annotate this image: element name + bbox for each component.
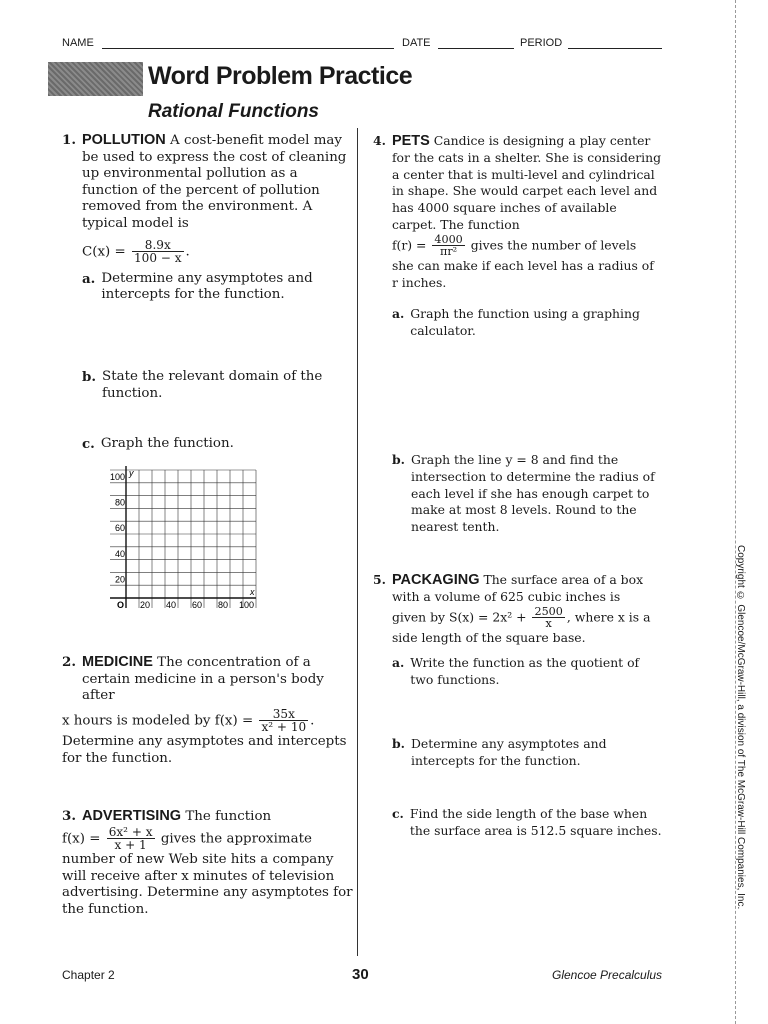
- part-a-text: Determine any asymptotes and intercepts for the function.: [101, 270, 313, 303]
- y-tick-label: 60: [114, 523, 125, 534]
- period-field[interactable]: [568, 48, 662, 49]
- column-divider: [357, 128, 358, 956]
- footer-book: Glencoe Precalculus: [552, 968, 663, 982]
- y-tick-label: 40: [114, 548, 125, 559]
- problem-4-part-b: b. Graph the line y = 8 and find the intersection to determine the radius of each level if she has enough carpet to make at most 8 levels. Round to the nearest tenth.: [392, 452, 655, 535]
- y-axis-label: y: [129, 468, 134, 478]
- problem-text: A cost-benefit model may be used to express the cost of cleaning up environmental pollution as a function of the percent of pollution removed from the environment. A typical model is: [81, 133, 347, 231]
- x-tick-label: 20: [139, 600, 150, 610]
- problem-5: 5. PACKAGING The surface area of a box with a volume of 625 cubic inches is given by S(x) = 2x² + $\frac{2500}{x}$ , where x is a side length of the square base. a. Write the function as the quotient of two functions.: [373, 572, 663, 688]
- problem-keyword: ADVERTISING: [81, 808, 182, 824]
- formula-lhs: C(x) =: [81, 244, 126, 260]
- origin-label: O: [116, 600, 124, 610]
- formula-fraction: $\frac{\text{6x² + x}}{x + 1}$: [108, 824, 153, 853]
- name-label: NAME: [62, 37, 94, 49]
- formula-fraction: $\frac{8.9x}{100 - x}$: [133, 237, 182, 266]
- x-tick-label: 60: [191, 600, 202, 610]
- date-label: DATE: [402, 37, 431, 49]
- problem-1-part-b: b. State the relevant domain of the function.: [82, 369, 323, 401]
- formula-fraction: $\frac{2500}{x}$: [534, 604, 563, 631]
- problem-4: 4. PETS Candice is designing a play center for the cats in a shelter. She is considering a center that is multi-level and cylindrical in shape. She would carpet each level and has 4000 square inches of available carpet. The function f(r) = $\frac{4000}{\text{πr²}}$ gives the number of levels she can make if each level has a radius of r inches. a. Graph the function using a graphing calculator.: [373, 133, 662, 338]
- formula-fraction: $\frac{4000}{\text{πr²}}$: [434, 232, 463, 259]
- name-field[interactable]: [102, 48, 394, 49]
- page-title: Word Problem Practice: [148, 62, 413, 90]
- graph-grid: [108, 466, 260, 612]
- problem-keyword: POLLUTION: [81, 132, 166, 148]
- x-tick-label: 40: [165, 600, 176, 610]
- page-number: 30: [352, 966, 369, 983]
- problem-5-part-a: a. Write the function as the quotient of two functions.: [391, 654, 640, 687]
- problem-3: 3. ADVERTISING The function f(x) = $\frac{\text{6x² + x}}{x + 1}$ gives the approximate number of new Web site hits a company will receive after x minutes of television advertising. Determine any asymptotes for the function.: [62, 808, 353, 917]
- copyright-notice: Copyright © Glencoe/McGraw-Hill, a division of The McGraw-Hill Companies, Inc.: [735, 545, 746, 910]
- y-tick-label: 80: [114, 497, 125, 508]
- lesson-banner: [48, 62, 143, 96]
- page-subtitle: Rational Functions: [148, 101, 319, 122]
- period-label: PERIOD: [520, 37, 563, 49]
- problem-1-part-c: c. Graph the function.: [82, 436, 234, 452]
- problem-5-part-c: c. Find the side length of the base when the surface area is 512.5 square inches.: [392, 806, 662, 838]
- footer-chapter: Chapter 2: [62, 968, 115, 982]
- x-tick-label: 100: [238, 600, 254, 610]
- formula-fraction: $\frac{35x}{\text{x² + 10}}$: [261, 706, 307, 735]
- x-tick-label: 80: [217, 600, 228, 610]
- y-tick-label: 100: [109, 472, 125, 482]
- problem-keyword: MEDICINE: [81, 654, 153, 670]
- problem-number: 1.: [62, 132, 76, 148]
- date-field[interactable]: [438, 48, 514, 49]
- problem-5-part-b: b. Determine any asymptotes and intercepts for the function.: [392, 736, 607, 768]
- problem-2: 2. MEDICINE The concentration of a certain medicine in a person's body after x hours is modeled by f(x) = $\frac{35x}{\text{x² + 10}}$ . Determine any asymptotes and intercepts for the function.: [62, 654, 347, 766]
- problem-keyword: PACKAGING: [391, 572, 480, 588]
- x-axis-label: x: [250, 587, 255, 597]
- y-tick-label: 20: [114, 574, 125, 585]
- problem-keyword: PETS: [391, 133, 430, 149]
- problem-1: 1. POLLUTION A cost-benefit model may be used to express the cost of cleaning up environmental pollution as a function of the percent of pollution removed from the environment. A typical model is C(x) = $\frac{8.9x}{100 - x}$ . a. Determine any asymptotes and intercepts for the function.: [62, 132, 354, 304]
- problem-4-part-a: a. Graph the function using a graphing calculator.: [391, 305, 640, 338]
